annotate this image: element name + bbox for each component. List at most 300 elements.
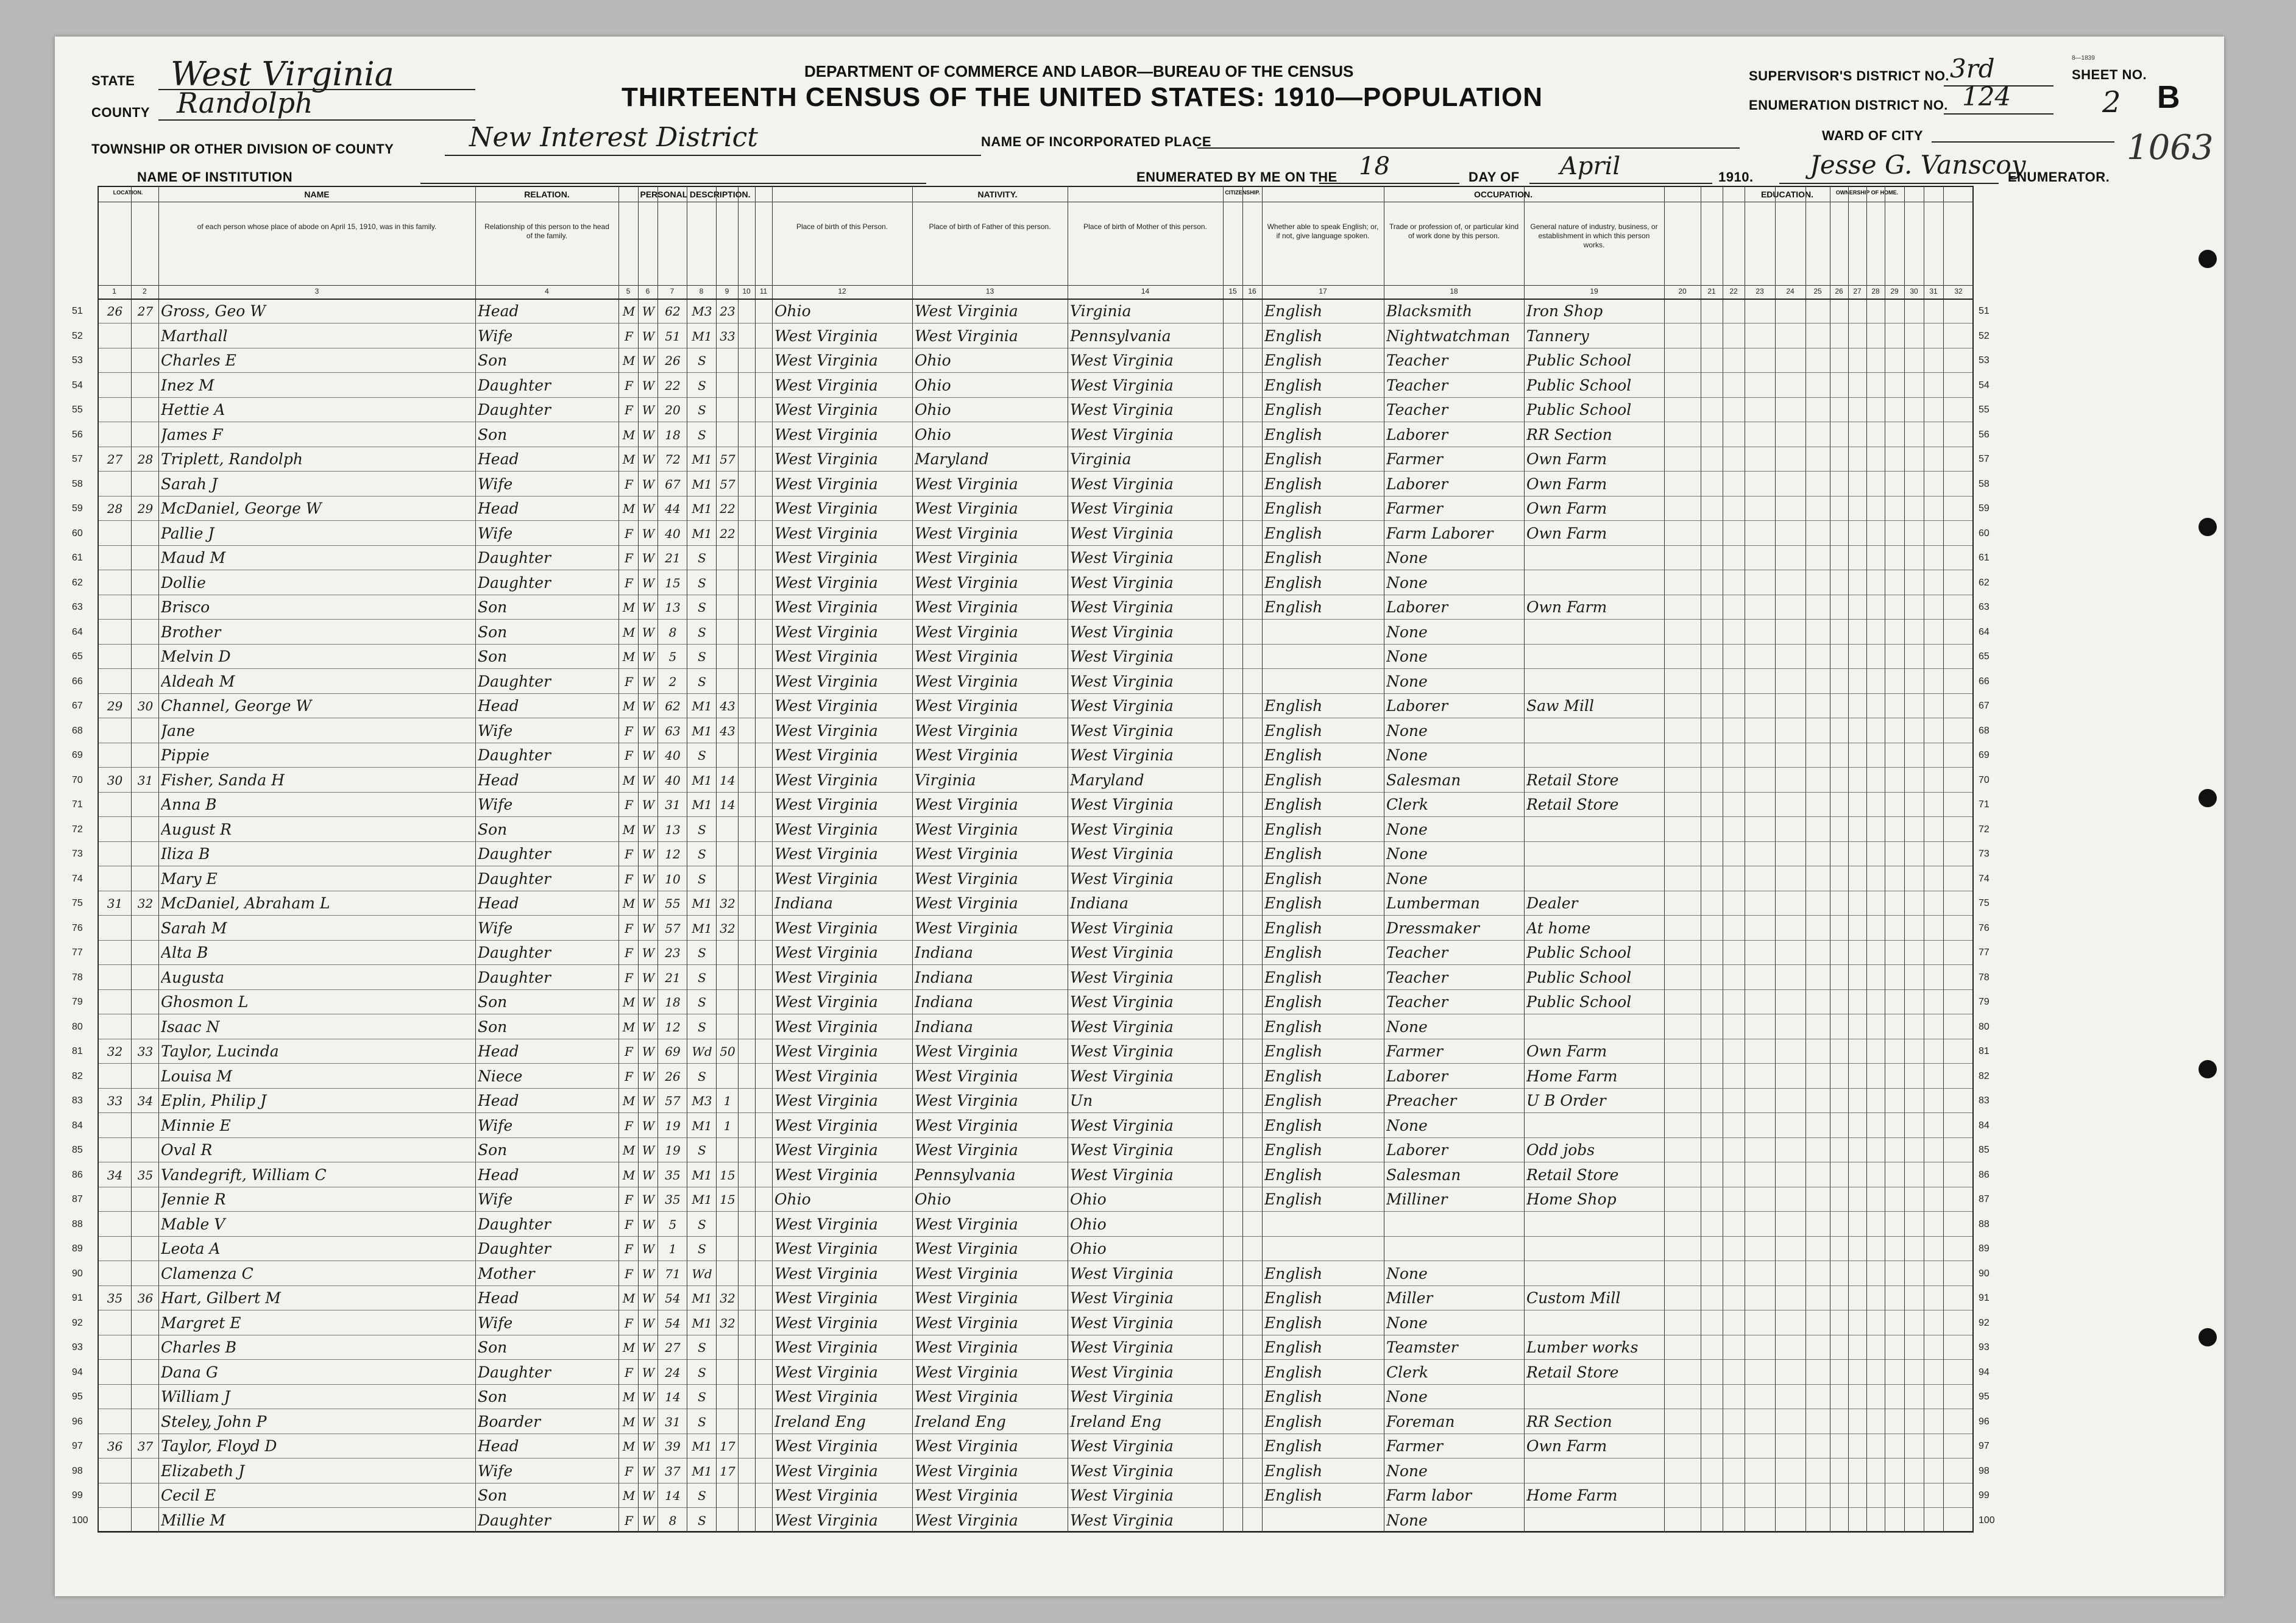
cell-name: Brother xyxy=(161,623,221,641)
cell-name: Louisa M xyxy=(161,1067,233,1085)
cell-ms: S xyxy=(698,847,706,861)
cell-ind: Custom Mill xyxy=(1526,1289,1621,1307)
cell-age: 62 xyxy=(665,699,681,713)
cell-sex: F xyxy=(625,1118,633,1133)
month-underline xyxy=(1529,183,1712,184)
cell-bpf: West Virginia xyxy=(915,549,1018,567)
cell-bpm: West Virginia xyxy=(1070,475,1174,493)
cell-age: 39 xyxy=(665,1439,681,1454)
cell-trade: Teacher xyxy=(1386,401,1448,419)
cell-ind: Public School xyxy=(1526,376,1632,394)
cell-ms: Wd xyxy=(692,1044,712,1059)
line-number-right: 69 xyxy=(1979,750,1990,760)
cell-age: 35 xyxy=(665,1192,681,1207)
cell-trade: Farmer xyxy=(1386,500,1443,517)
cell-ms: M1 xyxy=(692,1463,712,1479)
line-number-left: 61 xyxy=(72,553,83,563)
line-number-left: 60 xyxy=(72,528,83,539)
cell-sex: F xyxy=(625,921,633,936)
group-name: NAME xyxy=(304,189,330,199)
line-number-right: 84 xyxy=(1979,1120,1990,1131)
cell-race: W xyxy=(642,1439,655,1454)
cell-sex: M xyxy=(622,1019,636,1034)
cell-ms: S xyxy=(698,748,706,763)
cell-race: W xyxy=(642,674,655,689)
cell-ind: Odd jobs xyxy=(1526,1141,1595,1159)
cell-race: W xyxy=(642,797,655,812)
cell-yrs: 33 xyxy=(720,328,735,344)
cell-bpf: West Virginia xyxy=(915,302,1018,320)
cell-sex: F xyxy=(625,526,633,541)
cell-age: 5 xyxy=(668,1217,677,1232)
cell-bpf: West Virginia xyxy=(915,1289,1018,1307)
line-number-left: 69 xyxy=(72,750,83,760)
cell-name: McDaniel, George W xyxy=(161,500,322,517)
trade-desc: Trade or profession of, or particular kind of work done by this person. xyxy=(1389,222,1519,240)
column-number: 12 xyxy=(838,287,846,295)
cell-bp: West Virginia xyxy=(774,1338,878,1356)
cell-bp: West Virginia xyxy=(774,1067,878,1085)
cell-name: Oval R xyxy=(161,1141,213,1159)
line-number-right: 66 xyxy=(1979,676,1990,687)
cell-bp: West Virginia xyxy=(774,1511,878,1529)
line-number-right: 70 xyxy=(1979,774,1990,785)
cell-bpf: Indiana xyxy=(915,944,973,961)
line-number-left: 64 xyxy=(72,626,83,637)
cell-sex: M xyxy=(622,304,636,319)
line-number-left: 94 xyxy=(72,1367,83,1377)
cell-ms: M1 xyxy=(692,1439,712,1454)
cell-bpm: Virginia xyxy=(1070,450,1132,468)
cell-bpf: West Virginia xyxy=(915,1388,1018,1406)
cell-bpf: West Virginia xyxy=(915,1141,1018,1159)
cell-lang: English xyxy=(1264,1487,1323,1504)
enumeration-value: 124 xyxy=(1962,82,2011,111)
cell-rel: Head xyxy=(478,894,519,912)
column-rule xyxy=(1805,186,1806,1532)
cell-rel: Head xyxy=(478,771,519,789)
cell-bpm: West Virginia xyxy=(1070,820,1174,838)
column-number: 26 xyxy=(1835,287,1843,295)
column-number: 29 xyxy=(1890,287,1899,295)
cell-bp: West Virginia xyxy=(774,1215,878,1233)
cell-trade: Farm Laborer xyxy=(1386,524,1493,542)
enumerated-label: ENUMERATED BY ME ON THE xyxy=(1136,169,1338,185)
cell-bp: West Virginia xyxy=(774,993,878,1011)
cell-bpf: West Virginia xyxy=(915,1215,1018,1233)
line-number-left: 68 xyxy=(72,725,83,736)
cell-sex: M xyxy=(622,353,636,368)
cell-name: Brisco xyxy=(161,598,210,616)
cell-age: 37 xyxy=(665,1463,681,1479)
cell-race: W xyxy=(642,328,655,344)
cell-sex: M xyxy=(622,1167,636,1183)
cell-dw: 29 xyxy=(107,699,123,713)
cell-bp: Ireland Eng xyxy=(774,1412,866,1430)
cell-bpf: West Virginia xyxy=(915,894,1018,912)
cell-fam: 36 xyxy=(137,1291,154,1306)
column-number: 15 xyxy=(1228,287,1237,295)
cell-name: Steley, John P xyxy=(161,1412,267,1430)
cell-bpm: West Virginia xyxy=(1070,869,1174,888)
cell-ms: M1 xyxy=(692,526,712,541)
cell-lang: English xyxy=(1264,1141,1323,1159)
cell-dw: 28 xyxy=(107,501,123,516)
cell-sex: F xyxy=(625,871,633,886)
cell-rel: Head xyxy=(478,1092,519,1109)
cell-bpm: Ohio xyxy=(1070,1190,1107,1208)
cell-ind: Retail Store xyxy=(1526,1363,1619,1381)
cell-bp: West Virginia xyxy=(774,376,878,394)
cell-ms: M1 xyxy=(692,1167,712,1183)
cell-race: W xyxy=(642,970,655,985)
cell-name: Gross, Geo W xyxy=(161,302,266,320)
cell-sex: F xyxy=(625,1069,633,1084)
cell-ms: M1 xyxy=(692,1118,712,1133)
line-number-right: 71 xyxy=(1979,799,1990,810)
cell-bpm: West Virginia xyxy=(1070,1314,1174,1332)
cell-lang: English xyxy=(1264,697,1323,715)
cell-ms: M1 xyxy=(692,1315,712,1331)
cell-bpm: West Virginia xyxy=(1070,796,1174,813)
line-number-left: 88 xyxy=(72,1218,83,1229)
cell-bp: West Virginia xyxy=(774,648,878,665)
cell-race: W xyxy=(642,748,655,763)
cell-bpm: West Virginia xyxy=(1070,1042,1174,1060)
column-number: 17 xyxy=(1319,287,1327,295)
cell-lang: English xyxy=(1264,425,1323,444)
line-number-right: 59 xyxy=(1979,503,1990,514)
line-number-left: 87 xyxy=(72,1194,83,1204)
cell-trade: Teacher xyxy=(1386,968,1448,986)
line-number-left: 83 xyxy=(72,1095,83,1106)
cell-trade: Farmer xyxy=(1386,1042,1443,1060)
cell-lang: English xyxy=(1264,1190,1323,1208)
cell-trade: Clerk xyxy=(1386,796,1429,813)
line-number-right: 57 xyxy=(1979,454,1990,464)
cell-bpf: West Virginia xyxy=(915,623,1018,641)
cell-bpf: West Virginia xyxy=(915,500,1018,517)
cell-rel: Daughter xyxy=(478,968,551,986)
cell-trade: Teacher xyxy=(1386,944,1448,961)
cell-lang: English xyxy=(1264,1165,1323,1184)
cell-yrs: 17 xyxy=(720,1439,735,1454)
cell-rel: Son xyxy=(478,1388,508,1406)
cell-bpm: Ireland Eng xyxy=(1070,1412,1161,1430)
cell-name: Cecil E xyxy=(161,1487,216,1504)
cell-bp: West Virginia xyxy=(774,968,878,986)
county-underline xyxy=(158,119,475,121)
cell-bp: West Virginia xyxy=(774,573,878,592)
cell-age: 55 xyxy=(665,896,681,911)
cell-lang: English xyxy=(1264,1363,1323,1381)
cell-trade: Teacher xyxy=(1386,993,1448,1011)
cell-ind: Retail Store xyxy=(1526,796,1619,813)
ward-label: WARD OF CITY xyxy=(1822,128,1924,143)
cell-name: Maud M xyxy=(161,549,226,567)
cell-race: W xyxy=(642,378,655,393)
cell-sex: M xyxy=(622,452,636,467)
sheet-number: 2 xyxy=(2102,85,2121,119)
cell-race: W xyxy=(642,1192,655,1207)
cell-race: W xyxy=(642,1390,655,1404)
cell-lang: English xyxy=(1264,968,1323,986)
cell-bp: West Virginia xyxy=(774,1388,878,1406)
column-number: 21 xyxy=(1707,287,1716,295)
cell-bp: West Virginia xyxy=(774,1437,878,1455)
cell-trade: Dressmaker xyxy=(1386,919,1479,937)
cell-dw: 26 xyxy=(107,304,123,319)
cell-sex: F xyxy=(625,748,633,763)
stamp-number: 1063 xyxy=(2127,128,2214,168)
cell-bp: West Virginia xyxy=(774,475,878,493)
cell-trade: None xyxy=(1386,1264,1428,1282)
cell-age: 10 xyxy=(665,871,681,886)
cell-bp: West Virginia xyxy=(774,721,878,740)
line-number-left: 77 xyxy=(72,947,83,958)
cell-age: 21 xyxy=(665,551,681,565)
cell-ind: Iron Shop xyxy=(1526,302,1603,320)
cell-sex: F xyxy=(625,1266,633,1281)
cell-bpm: West Virginia xyxy=(1070,1264,1174,1282)
cell-rel: Daughter xyxy=(478,672,551,690)
cell-ms: S xyxy=(698,1513,706,1528)
cell-sex: M xyxy=(622,1390,636,1404)
sheet-label: SHEET NO. xyxy=(2072,67,2147,82)
cell-name: James F xyxy=(161,425,223,444)
cell-bp: West Virginia xyxy=(774,1116,878,1134)
column-rule xyxy=(1775,186,1776,1532)
cell-name: Hart, Gilbert M xyxy=(161,1289,281,1307)
line-number-right: 62 xyxy=(1979,577,1990,588)
cell-bp: West Virginia xyxy=(774,1264,878,1282)
cell-bp: West Virginia xyxy=(774,598,878,616)
cell-bpm: West Virginia xyxy=(1070,968,1174,986)
cell-bp: West Virginia xyxy=(774,401,878,419)
day-of-label: DAY OF xyxy=(1469,169,1520,185)
cell-bpm: West Virginia xyxy=(1070,500,1174,517)
cell-bpm: West Virginia xyxy=(1070,352,1174,369)
line-number-right: 81 xyxy=(1979,1046,1990,1056)
cell-ms: M1 xyxy=(692,1291,712,1306)
cell-age: 13 xyxy=(665,822,681,837)
cell-ms: M1 xyxy=(692,896,712,911)
incorporated-underline xyxy=(1197,147,1740,149)
cell-race: W xyxy=(642,501,655,516)
cell-sex: M xyxy=(622,1094,636,1108)
cell-name: Aldeah M xyxy=(161,672,235,690)
cell-rel: Son xyxy=(478,1017,508,1036)
line-number-right: 56 xyxy=(1979,429,1990,440)
line-number-left: 54 xyxy=(72,380,83,391)
cell-sex: M xyxy=(622,427,636,442)
cell-bpm: West Virginia xyxy=(1070,1141,1174,1159)
cell-lang: English xyxy=(1264,475,1323,493)
column-number: 32 xyxy=(1954,287,1963,295)
cell-lang: English xyxy=(1264,919,1323,937)
cell-sex: F xyxy=(625,378,633,393)
line-number-left: 71 xyxy=(72,799,83,810)
cell-rel: Wife xyxy=(478,1314,513,1332)
cell-age: 67 xyxy=(665,476,681,492)
cell-trade: None xyxy=(1386,746,1428,764)
line-number-right: 51 xyxy=(1979,306,1990,316)
cell-trade: Farmer xyxy=(1386,450,1443,468)
cell-race: W xyxy=(642,649,655,664)
group-citizenship: CITIZENSHIP. xyxy=(1225,189,1260,196)
cell-rel: Daughter xyxy=(478,746,551,764)
cell-race: W xyxy=(642,723,655,738)
cell-trade: None xyxy=(1386,623,1428,641)
cell-bpm: West Virginia xyxy=(1070,1067,1174,1085)
cell-race: W xyxy=(642,699,655,713)
cell-name: Charles B xyxy=(161,1338,237,1356)
cell-race: W xyxy=(642,1118,655,1133)
cell-lang: English xyxy=(1264,1289,1323,1307)
cell-rel: Wife xyxy=(478,475,513,493)
cell-rel: Head xyxy=(478,450,519,468)
cell-lang: English xyxy=(1264,1116,1323,1134)
cell-bpm: West Virginia xyxy=(1070,376,1174,394)
cell-age: 54 xyxy=(665,1291,681,1306)
cell-rel: Daughter xyxy=(478,1511,551,1529)
cell-name: Taylor, Floyd D xyxy=(161,1437,277,1455)
line-number-left: 58 xyxy=(72,478,83,489)
cell-rel: Daughter xyxy=(478,1363,551,1381)
cell-ms: S xyxy=(698,970,706,985)
cell-ms: M1 xyxy=(692,328,712,344)
cell-name: Vandegrift, William C xyxy=(161,1165,327,1184)
cell-race: W xyxy=(642,304,655,319)
line-number-left: 84 xyxy=(72,1120,83,1131)
cell-trade: Blacksmith xyxy=(1386,302,1473,320)
cell-sex: F xyxy=(625,1192,633,1207)
column-rule xyxy=(1904,186,1905,1532)
cell-race: W xyxy=(642,1291,655,1306)
cell-trade: Laborer xyxy=(1386,1141,1448,1159)
cell-rel: Wife xyxy=(478,1190,513,1208)
line-number-left: 98 xyxy=(72,1465,83,1476)
column-number: 22 xyxy=(1729,287,1738,295)
cell-rel: Head xyxy=(478,302,519,320)
cell-race: W xyxy=(642,1340,655,1355)
cell-trade: Laborer xyxy=(1386,598,1448,616)
cell-sex: M xyxy=(622,649,636,664)
cell-bpf: West Virginia xyxy=(915,1067,1018,1085)
cell-trade: Laborer xyxy=(1386,425,1448,444)
institution-underline xyxy=(420,183,926,184)
cell-name: Pippie xyxy=(161,746,210,764)
cell-sex: M xyxy=(622,995,636,1010)
cell-ms: M1 xyxy=(692,476,712,492)
cell-rel: Son xyxy=(478,1338,508,1356)
cell-ms: M1 xyxy=(692,452,712,467)
cell-bp: West Virginia xyxy=(774,1314,878,1332)
cell-bpf: West Virginia xyxy=(915,1511,1018,1529)
cell-race: W xyxy=(642,1217,655,1232)
cell-name: Mable V xyxy=(161,1215,225,1233)
cell-ind: Own Farm xyxy=(1526,500,1607,517)
column-number: 18 xyxy=(1450,287,1458,295)
cell-dw: 33 xyxy=(107,1094,123,1108)
cell-ms: M1 xyxy=(692,773,712,788)
cell-race: W xyxy=(642,1069,655,1084)
cell-race: W xyxy=(642,921,655,936)
line-number-right: 80 xyxy=(1979,1021,1990,1032)
line-number-left: 78 xyxy=(72,972,83,983)
line-number-left: 90 xyxy=(72,1268,83,1279)
cell-bpf: West Virginia xyxy=(915,1240,1018,1257)
cell-ind: Retail Store xyxy=(1526,771,1619,789)
supervisor-label: SUPERVISOR'S DISTRICT NO. xyxy=(1749,68,1950,83)
cell-bpm: West Virginia xyxy=(1070,623,1174,641)
line-number-right: 54 xyxy=(1979,380,1990,391)
cell-name: Mary E xyxy=(161,869,218,888)
cell-sex: F xyxy=(625,328,633,344)
cell-bpm: West Virginia xyxy=(1070,1165,1174,1184)
cell-ms: S xyxy=(698,378,706,393)
cell-race: W xyxy=(642,1094,655,1108)
cell-bpm: Ohio xyxy=(1070,1215,1107,1233)
cell-lang: English xyxy=(1264,327,1323,345)
cell-yrs: 57 xyxy=(720,452,735,467)
cell-bpf: West Virginia xyxy=(915,746,1018,764)
cell-rel: Daughter xyxy=(478,1240,551,1257)
cell-bpm: West Virginia xyxy=(1070,524,1174,542)
line-number-left: 86 xyxy=(72,1169,83,1180)
cell-race: W xyxy=(642,847,655,861)
cell-bpf: West Virginia xyxy=(915,598,1018,616)
cell-bpm: West Virginia xyxy=(1070,697,1174,715)
cell-age: 22 xyxy=(665,378,681,393)
cell-sex: F xyxy=(625,551,633,565)
cell-trade: None xyxy=(1386,721,1428,740)
cell-yrs: 22 xyxy=(720,501,735,516)
line-number-left: 92 xyxy=(72,1317,83,1328)
cell-bpm: Pennsylvania xyxy=(1070,327,1171,345)
cell-ms: S xyxy=(698,1242,706,1256)
cell-bpm: Ohio xyxy=(1070,1240,1107,1257)
cell-trade: None xyxy=(1386,1017,1428,1036)
cell-bpm: West Virginia xyxy=(1070,598,1174,616)
cell-age: 5 xyxy=(668,649,677,664)
cell-bpm: West Virginia xyxy=(1070,573,1174,592)
column-rule xyxy=(1223,186,1224,1532)
cell-yrs: 50 xyxy=(720,1044,735,1059)
cell-ind: RR Section xyxy=(1526,1412,1612,1430)
township-underline xyxy=(445,155,981,156)
cell-bpf: West Virginia xyxy=(915,919,1018,937)
cell-trade: None xyxy=(1386,1314,1428,1332)
cell-age: 69 xyxy=(665,1044,681,1059)
cell-trade: None xyxy=(1386,845,1428,863)
cell-rel: Daughter xyxy=(478,573,551,592)
line-number-right: 58 xyxy=(1979,478,1990,489)
cell-ms: M1 xyxy=(692,1192,712,1207)
cell-ind: Public School xyxy=(1526,993,1632,1011)
cell-age: 2 xyxy=(668,674,677,689)
cell-lang: English xyxy=(1264,1042,1323,1060)
line-number-left: 74 xyxy=(72,873,83,884)
cell-lang: English xyxy=(1264,1314,1323,1332)
cell-rel: Mother xyxy=(478,1264,535,1282)
cell-ind: Home Farm xyxy=(1526,1067,1618,1085)
cell-ms: S xyxy=(698,946,706,960)
cell-bpf: West Virginia xyxy=(915,327,1018,345)
cell-bpf: West Virginia xyxy=(915,1042,1018,1060)
cell-dw: 36 xyxy=(107,1439,123,1454)
column-rule xyxy=(1242,186,1243,1532)
